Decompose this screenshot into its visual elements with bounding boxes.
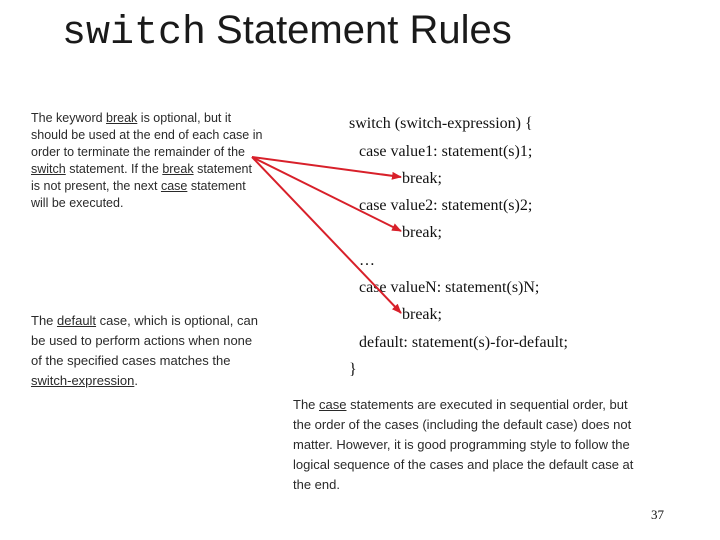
code-line-ellipsis: … bbox=[359, 252, 375, 269]
code-line-caseN: case valueN: statement(s)N; bbox=[359, 279, 540, 296]
arrow-to-breakN bbox=[252, 157, 401, 313]
keyword-break: break bbox=[106, 111, 138, 125]
arrow-to-break2 bbox=[252, 157, 401, 231]
keyword-case: case bbox=[319, 397, 347, 412]
code-line-case2: case value2: statement(s)2; bbox=[359, 197, 533, 214]
title-keyword: switch bbox=[62, 11, 207, 56]
keyword-break: break bbox=[162, 162, 194, 176]
default-explanation: The default case, which is optional, can be used to perform actions when none of the specified cases matches the switch-expression. bbox=[31, 313, 258, 388]
code-line-break1: break; bbox=[402, 170, 442, 187]
title-text: Statement Rules bbox=[216, 8, 512, 52]
code-line-default: default: statement(s)-for-default; bbox=[359, 334, 568, 351]
keyword-case: case bbox=[160, 179, 188, 193]
code-line-break2: break; bbox=[402, 224, 442, 241]
keyword-switch: switch bbox=[31, 162, 66, 176]
keyword-switch-expression: switch-expression bbox=[31, 373, 135, 388]
code-line-switch: switch (switch-expression) { bbox=[349, 115, 533, 132]
keyword-default: default bbox=[57, 313, 97, 328]
code-line-breakN: break; bbox=[402, 306, 442, 323]
page-number: 37 bbox=[651, 507, 664, 522]
code-line-close-brace: } bbox=[349, 361, 357, 378]
code-line-case1: case value1: statement(s)1; bbox=[359, 143, 533, 160]
break-explanation: The keyword break is optional, but it should be used at the end of each case in order to terminate the remainder of the switch statement. If the break statement is not present, the next case statement will be executed. bbox=[31, 111, 263, 210]
case-order-explanation: The case statements are executed in sequential order, but the order of the cases (including the default case) does not matter. However, it is good programming style to follow the logical sequence of the cases and place the default case at the end. bbox=[293, 397, 634, 492]
